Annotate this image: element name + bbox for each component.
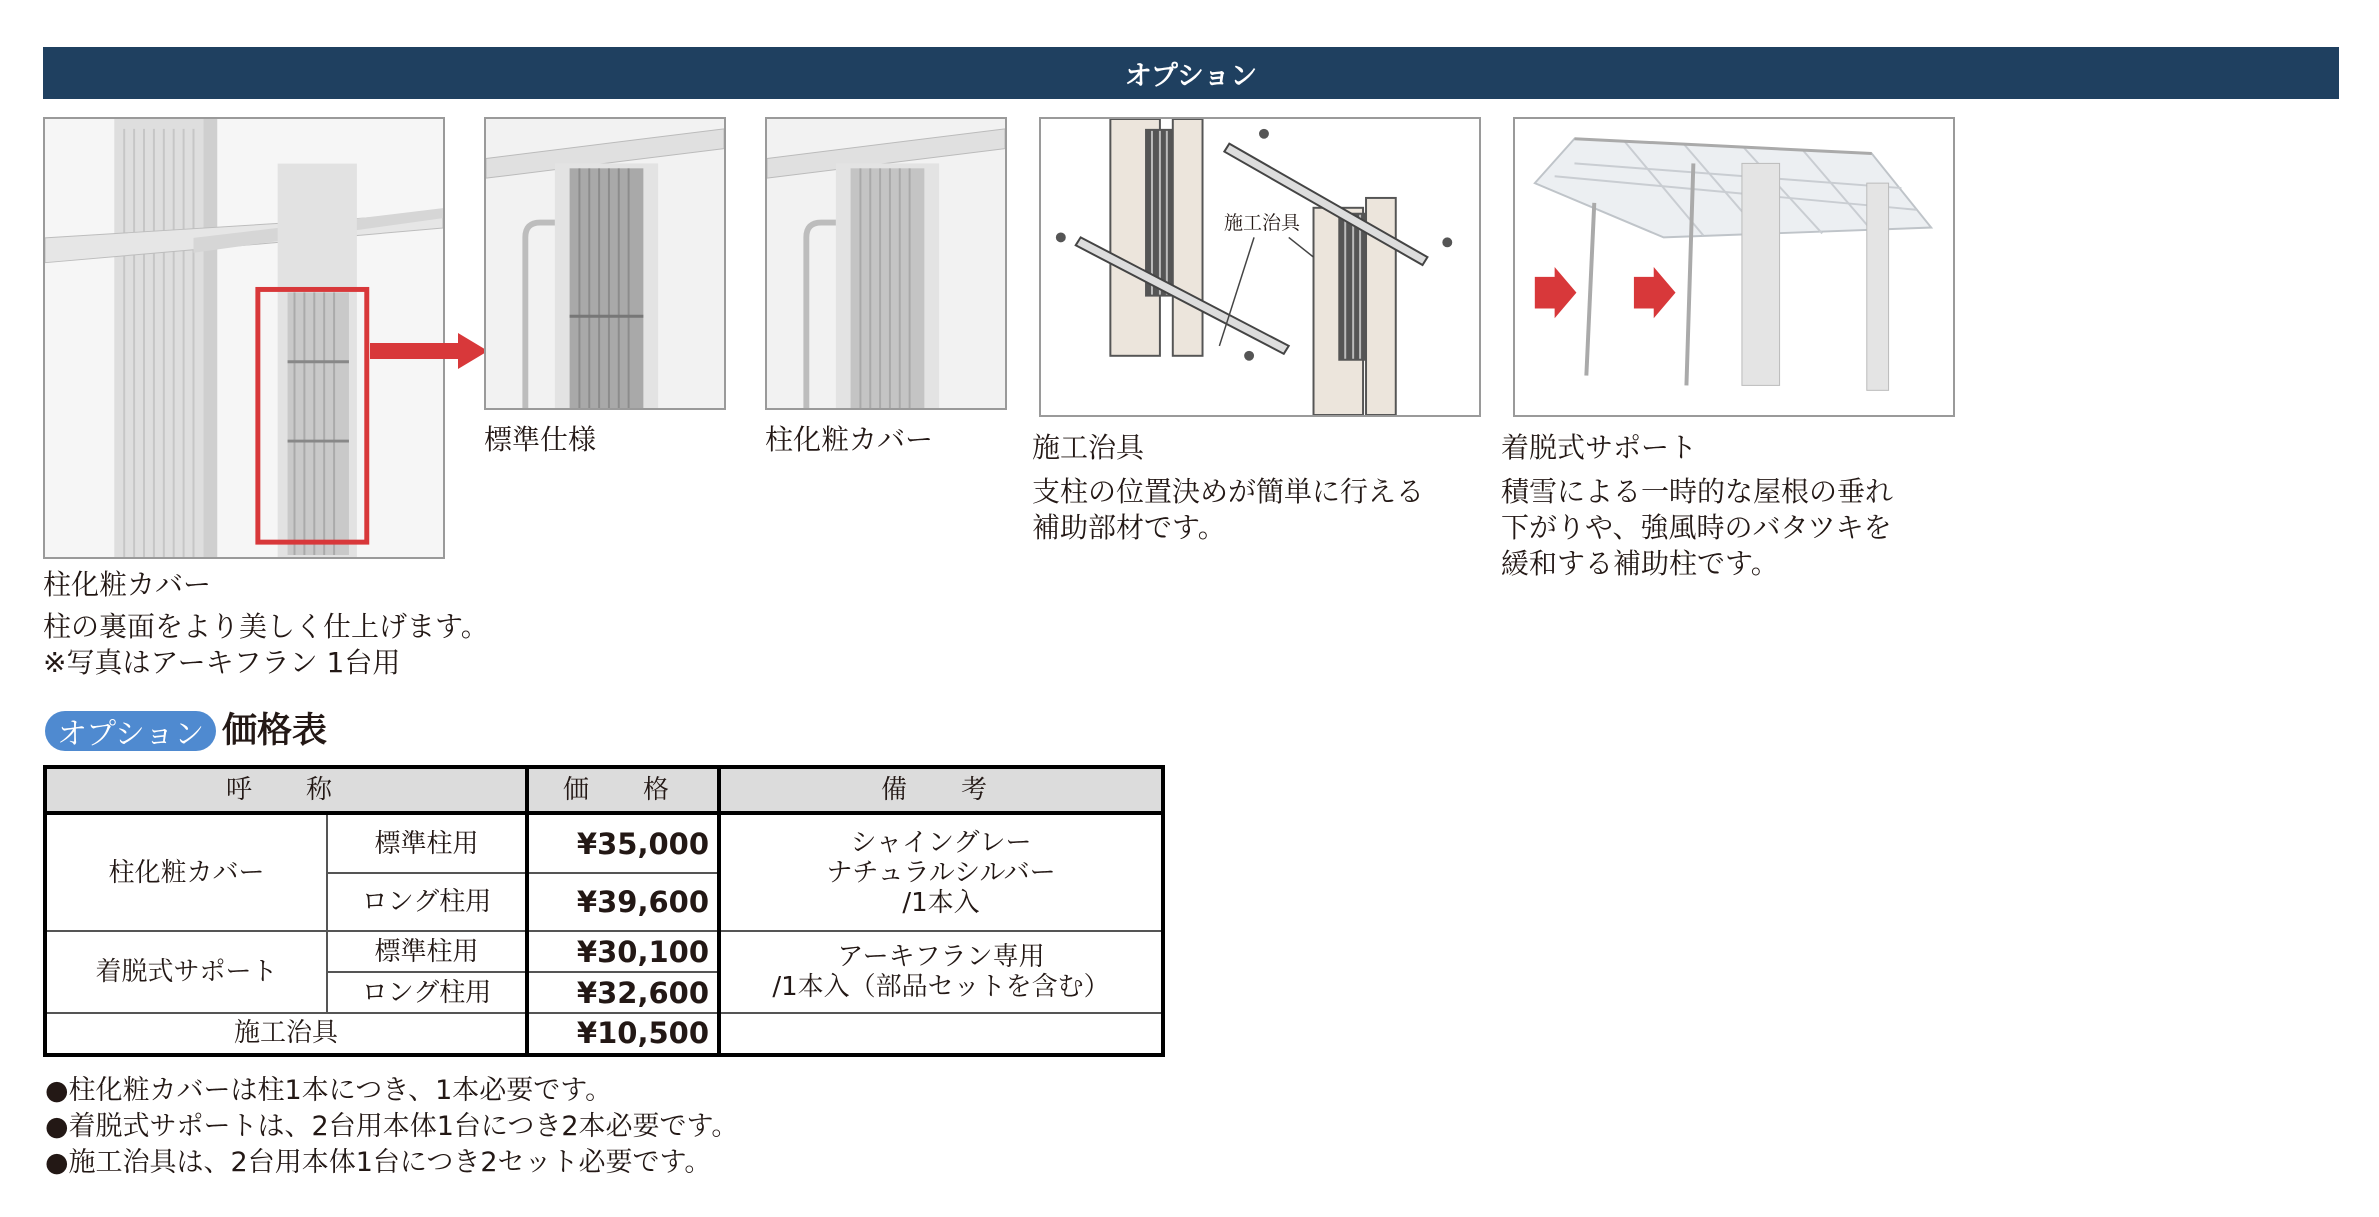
remark-line: シャイングレー — [850, 827, 1032, 858]
row-name: 柱化粧カバー — [45, 813, 327, 931]
table-row — [45, 931, 1163, 972]
table-header-row — [45, 767, 1163, 813]
cover-detail-desc2: ※写真はアーキフラン 1台用 — [43, 646, 401, 679]
jig-desc1: 支柱の位置決めが簡単に行える — [1032, 475, 1425, 508]
note-3: ●施工治具は、2台用本体1台につき2セット必要です。 — [45, 1147, 712, 1178]
cover-caption: 柱化粧カバー — [765, 423, 934, 456]
jig-photo — [1039, 117, 1481, 417]
support-desc1: 積雪による一時的な屋根の垂れ — [1501, 475, 1894, 508]
header-remark: 備 考 — [719, 767, 1163, 813]
note-1: ●柱化粧カバーは柱1本につき、1本必要です。 — [45, 1075, 613, 1106]
table-row — [45, 1013, 1163, 1055]
price-table-title: 価格表 — [222, 711, 328, 751]
row-remark-support — [719, 931, 1163, 1013]
row-remark-jig — [719, 1013, 1163, 1055]
row-sub: ロング柱用 — [327, 873, 527, 931]
remark-line: /1本入 — [902, 887, 980, 918]
cover-photo — [765, 117, 1007, 410]
remark-line: ナチュラルシルバー — [826, 857, 1056, 888]
jig-desc2: 補助部材です。 — [1032, 511, 1226, 544]
row-name: 施工治具 — [45, 1013, 527, 1055]
note-2: ●着脱式サポートは、2台用本体1台につき2本必要です。 — [45, 1111, 739, 1142]
row-price: ¥35,000 — [527, 813, 719, 873]
red-arrow-icon — [370, 333, 488, 369]
cover-detail-desc1: 柱の裏面をより美しく仕上げます。 — [43, 610, 489, 643]
row-price: ¥10,500 — [527, 1013, 719, 1055]
option-pill: オプション — [45, 711, 216, 751]
banner-title: オプション — [1124, 60, 1258, 92]
header-name: 呼 称 — [45, 767, 527, 813]
standard-photo — [484, 117, 726, 410]
cover-detail-caption: 柱化粧カバー — [43, 568, 212, 601]
remark-line: アーキフラン専用 — [837, 942, 1045, 973]
price-table — [43, 765, 1165, 1057]
row-name: 着脱式サポート — [45, 931, 327, 1013]
row-price: ¥30,100 — [527, 931, 719, 972]
jig-diagram-label: 施工治具 — [1224, 212, 1301, 234]
row-remark-cover — [719, 813, 1163, 931]
header-price: 価 格 — [527, 767, 719, 813]
row-price: ¥32,600 — [527, 972, 719, 1013]
table-row — [45, 813, 1163, 873]
support-desc2: 下がりや、強風時のバタツキを — [1501, 511, 1892, 544]
remark-line: /1本入（部品セットを含む） — [772, 972, 1110, 1003]
row-sub: ロング柱用 — [327, 972, 527, 1013]
standard-caption: 標準仕様 — [484, 423, 597, 456]
options-banner — [43, 47, 2339, 99]
support-photo — [1513, 117, 1955, 417]
jig-caption: 施工治具 — [1032, 431, 1145, 464]
row-sub: 標準柱用 — [327, 931, 527, 972]
support-desc3: 緩和する補助柱です。 — [1501, 547, 1779, 580]
support-caption: 着脱式サポート — [1501, 431, 1698, 464]
row-price: ¥39,600 — [527, 873, 719, 931]
row-sub: 標準柱用 — [327, 813, 527, 873]
